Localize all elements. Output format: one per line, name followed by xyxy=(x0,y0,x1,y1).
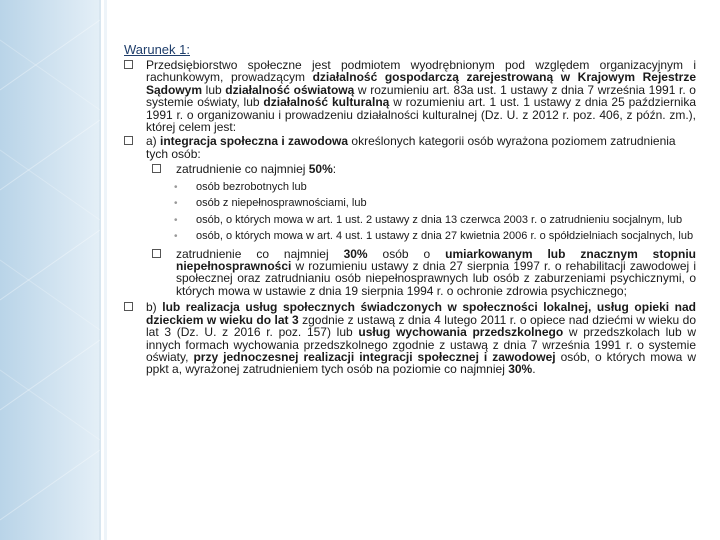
text-bold: 30% xyxy=(343,246,368,261)
decorative-side-panel xyxy=(0,0,112,540)
bullet-social-services xyxy=(124,301,696,375)
text: zgodnie z ustawą z dnia 4 lutego 2011 r. o opiece nad dziećmi w wieku do lat 3 (Dz. U. z 2016 r. poz. 157) lub xyxy=(146,312,696,340)
text: określonych kategorii osób wyrażona poziomem zatrudnienia tych osób: xyxy=(146,134,676,161)
text: w przedszkolach lub w innych formach wychowania przedszkolnego zgodnie z ustawą z dnia 7 września 1991 r. o systemie oświaty, xyxy=(146,325,696,364)
bullet-enterprise-definition xyxy=(124,59,696,133)
list-item xyxy=(124,231,696,243)
dot-bullet-icon: • xyxy=(174,198,178,210)
dot-bullet-icon: • xyxy=(174,231,178,243)
text: osób o xyxy=(367,246,446,261)
square-bullet-icon xyxy=(152,164,161,173)
text: . xyxy=(532,362,536,377)
text: osób, o których mowa w art. 1 ust. 2 ustawy z dnia 13 czerwca 2003 r. o zatrudnieniu socjalnym, lub xyxy=(196,213,683,226)
text: b) xyxy=(146,300,163,315)
text: Przedsiębiorstwo społeczne jest podmiotem wyodrębnionym pod względem organizacyjnym i rachunkowym, prowadzącym xyxy=(146,58,696,85)
text-bold: 50% xyxy=(308,162,333,177)
text: w rozumieniu ustawy z dnia 27 sierpnia 1997 r. o rehabilitacji zawodowej i społecznej oraz zatrudnianiu osób niepełnosprawnych lub osób z zaburzeniami psychicznymi, o których mowa w ustawie z dnia 19 sierpnia 1994 r. o ochronie zdrowia psychicznego; xyxy=(176,259,696,298)
text: osób z niepełnosprawnościami, lub xyxy=(196,197,367,210)
list-item xyxy=(124,182,696,194)
text-bold: przy jednoczesnej realizacji integracji społecznej i zawodowej xyxy=(193,349,556,364)
text-bold: działalność kulturalną xyxy=(263,95,390,110)
dot-list xyxy=(124,182,696,243)
text: a) xyxy=(146,134,161,149)
text: w rozumieniu art. 1 ust. 1 ustawy z dnia 25 października 1991 r. o organizowaniu i prowadzeniu działalności kulturalnej (Dz. U. z 2012 r. poz. 406, z późn. zm.), której celem jest: xyxy=(146,95,696,135)
text: osób, o których mowa w art. 4 ust. 1 ustawy z dnia 27 kwietnia 2006 r. o spółdzielniach socjalnych, lub xyxy=(196,230,694,243)
slide-heading: Warunek 1: xyxy=(124,42,190,57)
text: osób, o których mowa w ppkt a, wyrażonej zatrudnieniem tych osób na poziomie co najmniej xyxy=(146,349,696,377)
square-bullet-icon xyxy=(124,60,133,69)
dot-bullet-icon: • xyxy=(174,181,178,193)
text: zatrudnienie co najmniej xyxy=(176,162,309,177)
bullet-social-integration xyxy=(124,135,696,160)
list-item xyxy=(124,215,696,227)
text-bold: lub realizacja usług społecznych świadczonych w społeczności lokalnej, usług opieki nad dzieckiem w wieku do lat 3 xyxy=(146,300,696,327)
text-bold: działalność gospodarczą zarejestrowaną w Krajowym Rejestrze Sądowym xyxy=(146,70,696,97)
sub-bullet-employment-30 xyxy=(124,248,696,298)
square-bullet-icon xyxy=(124,302,133,311)
text: w rozumieniu art. 83a ust. 1 ustawy z dnia 7 września 1991 r. o systemie oświaty, lub xyxy=(146,82,696,110)
square-bullet-icon xyxy=(152,249,161,258)
square-bullet-icon xyxy=(124,136,133,145)
sub-bullet-employment-50 xyxy=(124,163,696,175)
text-bold: umiarkowanym lub znacznym stopniu niepełnosprawności xyxy=(176,246,696,274)
dot-bullet-icon: • xyxy=(174,214,178,226)
text-bold: integracja społeczna i zawodowa xyxy=(160,134,349,149)
text-bold: 30% xyxy=(508,362,533,377)
text: zatrudnienie co najmniej xyxy=(176,246,344,261)
text: lub xyxy=(202,82,226,97)
list-item xyxy=(124,198,696,210)
slide-content xyxy=(124,42,696,378)
text-bold: działalność oświatową xyxy=(225,82,355,97)
text: osób bezrobotnych lub xyxy=(196,180,307,193)
text-bold: usług wychowania przedszkolnego xyxy=(358,325,564,340)
text: : xyxy=(332,162,337,177)
